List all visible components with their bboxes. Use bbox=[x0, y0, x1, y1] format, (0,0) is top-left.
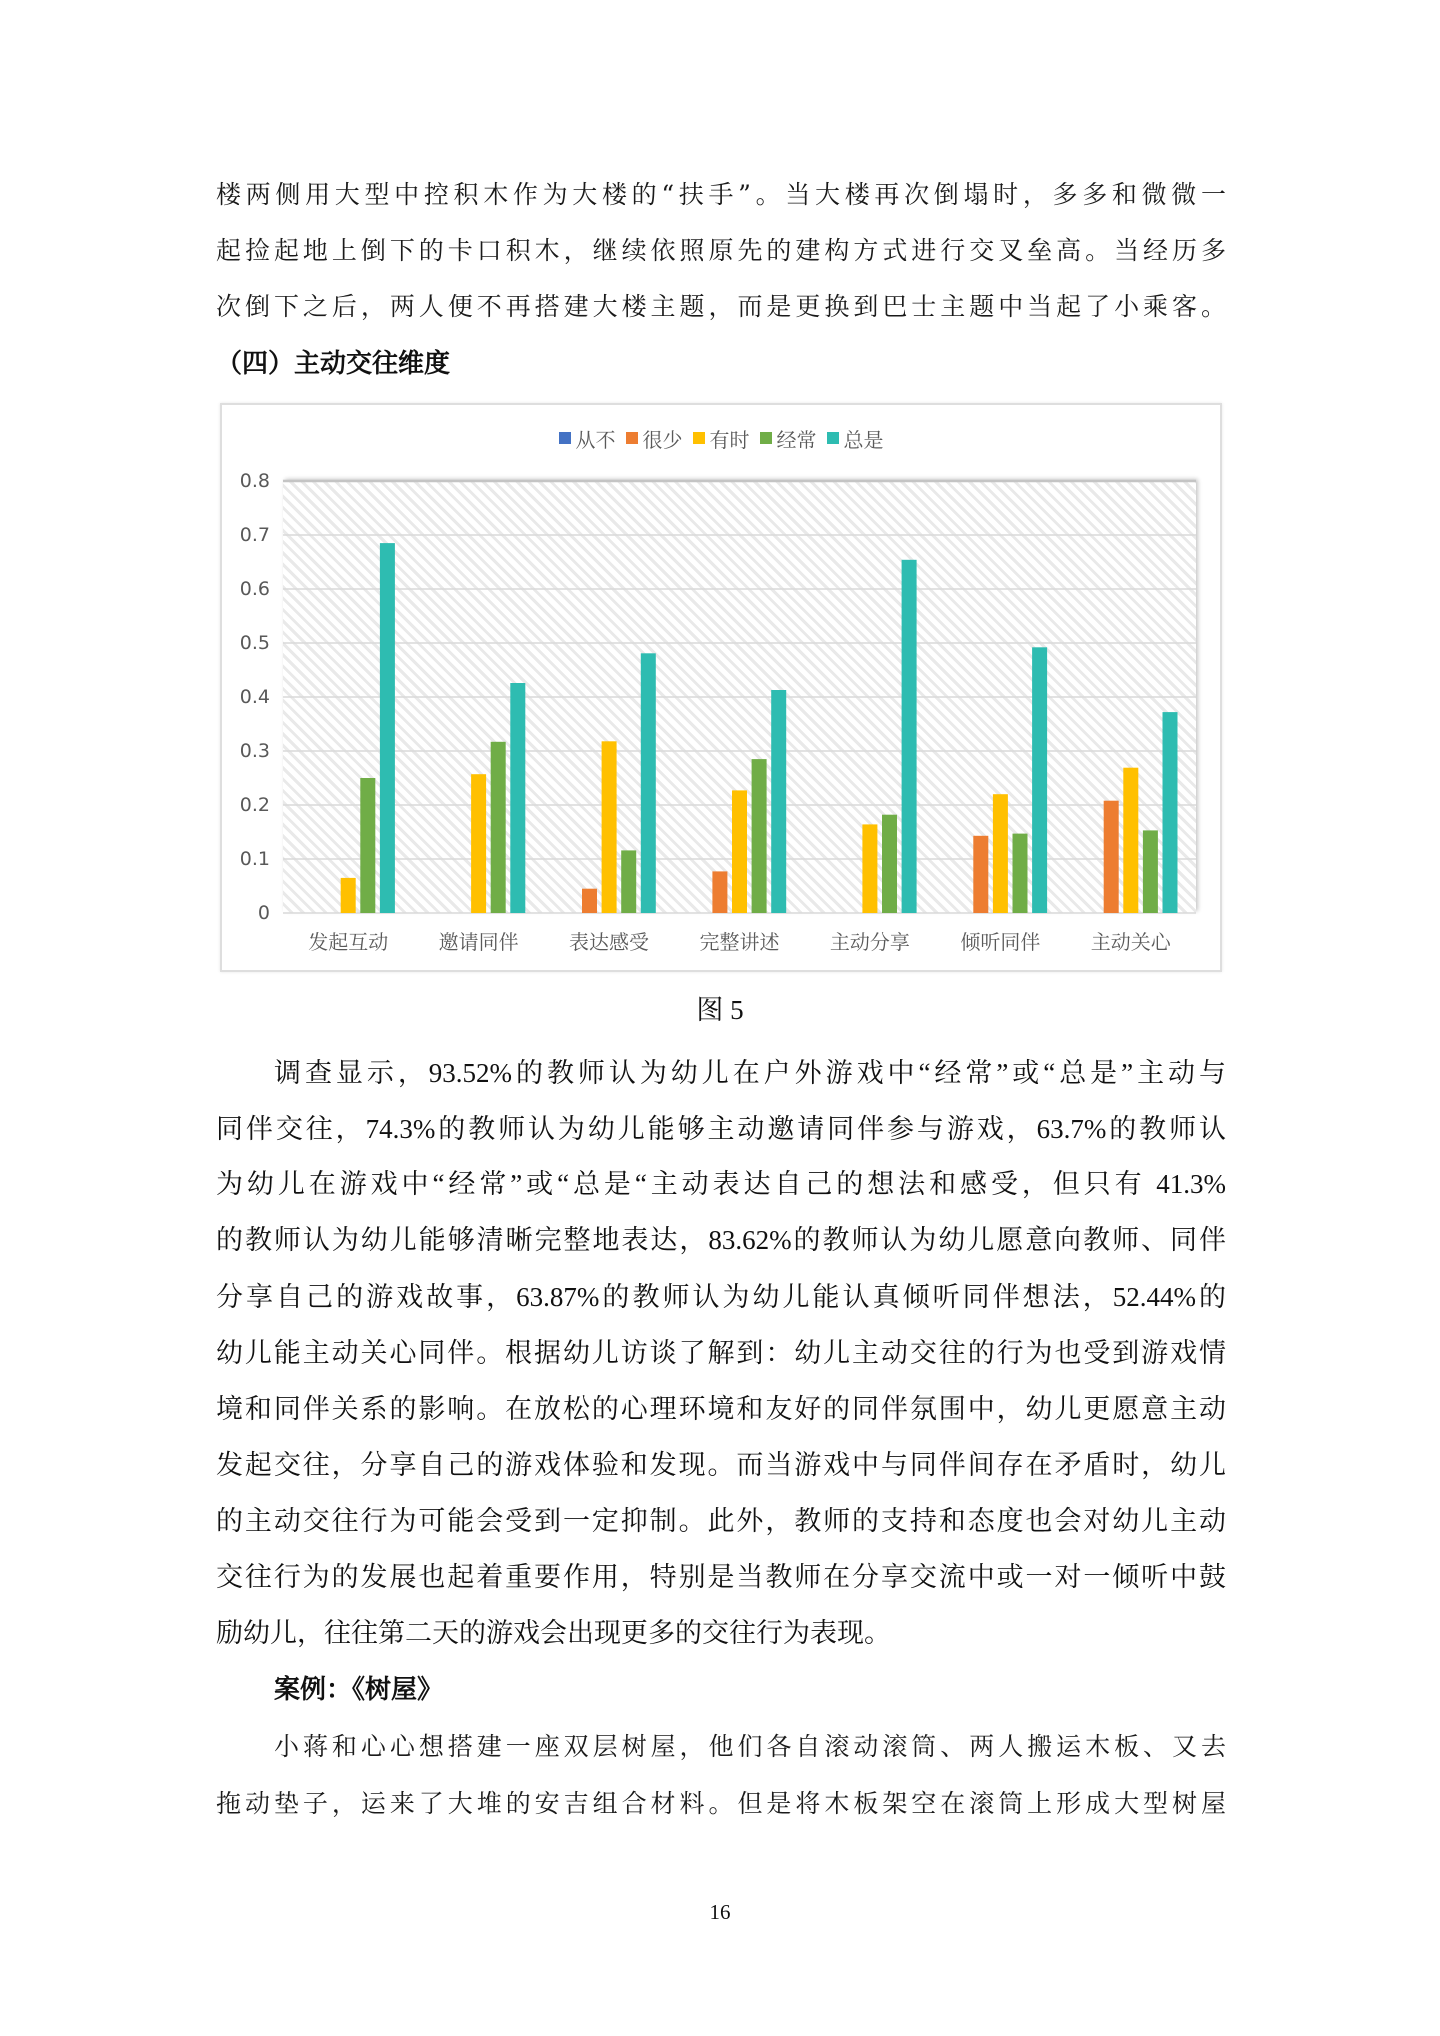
legend-label: 经常 bbox=[776, 427, 817, 452]
paragraph-line: 分享自己的游戏故事，63.87%的教师认为幼儿能认真倾听同伴想法，52.44%的 bbox=[216, 1282, 1226, 1312]
page-number: 16 bbox=[709, 1900, 731, 1924]
legend-swatch-icon bbox=[760, 432, 772, 444]
x-category-label: 主动分享 bbox=[829, 930, 910, 954]
legend-item bbox=[559, 424, 616, 453]
y-tick-label: 0 bbox=[257, 902, 270, 924]
paragraph-line: 小蒋和心心想搭建一座双层树屋，他们各自滚动滚筒、两人搬运木板、又去 bbox=[274, 1732, 1226, 1761]
bar bbox=[862, 824, 877, 913]
bar bbox=[1143, 830, 1158, 913]
x-category-label: 发起互动 bbox=[308, 930, 389, 954]
bar bbox=[602, 741, 617, 913]
y-tick-label: 0.8 bbox=[239, 470, 270, 492]
y-tick-label: 0.6 bbox=[239, 578, 270, 600]
chart-legend bbox=[222, 425, 1220, 451]
legend-label: 总是 bbox=[843, 427, 884, 452]
bar bbox=[471, 774, 486, 913]
bar bbox=[582, 889, 597, 913]
legend-swatch-icon bbox=[693, 432, 705, 444]
paragraph-line: 同伴交往，74.3%的教师认为幼儿能够主动邀请同伴参与游戏，63.7%的教师认 bbox=[216, 1114, 1226, 1144]
bar bbox=[510, 683, 525, 913]
paragraph-line: 境和同伴关系的影响。在放松的心理环境和友好的同伴氛围中，幼儿更愿意主动 bbox=[216, 1394, 1226, 1424]
bar-chart bbox=[220, 403, 1222, 972]
legend-swatch-icon bbox=[827, 432, 839, 444]
bar bbox=[621, 850, 636, 913]
legend-item bbox=[693, 424, 750, 453]
bar bbox=[380, 543, 395, 913]
y-tick-label: 0.1 bbox=[239, 848, 270, 870]
bar bbox=[993, 794, 1008, 913]
paragraph-line: 次倒下之后，两人便不再搭建大楼主题，而是更换到巴士主题中当起了小乘客。 bbox=[216, 292, 1226, 321]
paragraph-line: 起捡起地上倒下的卡口积木，继续依照原先的建构方式进行交叉垒高。当经历多 bbox=[216, 236, 1226, 265]
legend-item bbox=[827, 424, 884, 453]
plot-canvas bbox=[283, 481, 1196, 913]
legend-item bbox=[626, 424, 683, 453]
x-category-label: 邀请同伴 bbox=[438, 930, 519, 954]
paragraph-line: 楼两侧用大型中控积木作为大楼的“扶手”。当大楼再次倒塌时，多多和微微一 bbox=[216, 180, 1226, 209]
bar bbox=[902, 560, 917, 913]
paragraph-line: 拖动垫子，运来了大堆的安吉组合材料。但是将木板架空在滚筒上形成大型树屋 bbox=[216, 1789, 1226, 1818]
bar bbox=[641, 653, 656, 913]
paragraph-line: 幼儿能主动关心同伴。根据幼儿访谈了解到：幼儿主动交往的行为也受到游戏情 bbox=[216, 1338, 1226, 1368]
plot-area bbox=[283, 481, 1196, 913]
y-tick-label: 0.7 bbox=[239, 524, 270, 546]
paragraph-line: 发起交往，分享自己的游戏体验和发现。而当游戏中与同伴间存在矛盾时，幼儿 bbox=[216, 1450, 1226, 1480]
y-tick-label: 0.4 bbox=[239, 686, 270, 708]
bar bbox=[491, 742, 506, 913]
x-category-label: 表达感受 bbox=[569, 930, 650, 954]
bar bbox=[1104, 801, 1119, 913]
bar bbox=[732, 790, 747, 913]
bar bbox=[752, 759, 767, 913]
legend-swatch-icon bbox=[559, 432, 571, 444]
paragraph-line: 为幼儿在游戏中“经常”或“总是“主动表达自己的想法和感受，但只有 41.3% bbox=[216, 1169, 1226, 1199]
bar bbox=[1123, 768, 1138, 913]
paragraph-line: 交往行为的发展也起着重要作用，特别是当教师在分享交流中或一对一倾听中鼓 bbox=[216, 1562, 1226, 1592]
legend-label: 从不 bbox=[575, 427, 616, 452]
legend-label: 很少 bbox=[642, 427, 683, 452]
bar bbox=[1032, 647, 1047, 913]
y-tick-label: 0.2 bbox=[239, 794, 270, 816]
legend-swatch-icon bbox=[626, 432, 638, 444]
x-category-label: 完整讲述 bbox=[699, 930, 780, 954]
bar bbox=[360, 778, 375, 913]
paragraph-line: 的主动交往行为可能会受到一定抑制。此外，教师的支持和态度也会对幼儿主动 bbox=[216, 1506, 1226, 1536]
bar bbox=[973, 836, 988, 913]
bar bbox=[771, 690, 786, 913]
paragraph-line: 调查显示，93.52%的教师认为幼儿在户外游戏中“经常”或“总是”主动与 bbox=[274, 1058, 1226, 1088]
y-tick-label: 0.5 bbox=[239, 632, 270, 654]
bar bbox=[341, 878, 356, 913]
paragraph-line: 的教师认为幼儿能够清晰完整地表达，83.62%的教师认为幼儿愿意向教师、同伴 bbox=[216, 1225, 1226, 1255]
bar bbox=[1163, 712, 1178, 913]
legend-label: 有时 bbox=[709, 427, 750, 452]
bar bbox=[882, 815, 897, 913]
bar bbox=[712, 871, 727, 913]
legend-item bbox=[760, 424, 817, 453]
figure-caption: 图 5 bbox=[696, 995, 744, 1025]
x-category-label: 倾听同伴 bbox=[960, 930, 1041, 954]
section-heading: （四）主动交往维度 bbox=[216, 349, 451, 379]
x-category-label: 主动关心 bbox=[1090, 930, 1171, 954]
y-tick-label: 0.3 bbox=[239, 740, 270, 762]
bar bbox=[1013, 834, 1028, 913]
paragraph-line: 励幼儿，往往第二天的游戏会出现更多的交往行为表现。 bbox=[216, 1618, 891, 1648]
case-heading: 案例：《树屋》 bbox=[274, 1675, 444, 1705]
